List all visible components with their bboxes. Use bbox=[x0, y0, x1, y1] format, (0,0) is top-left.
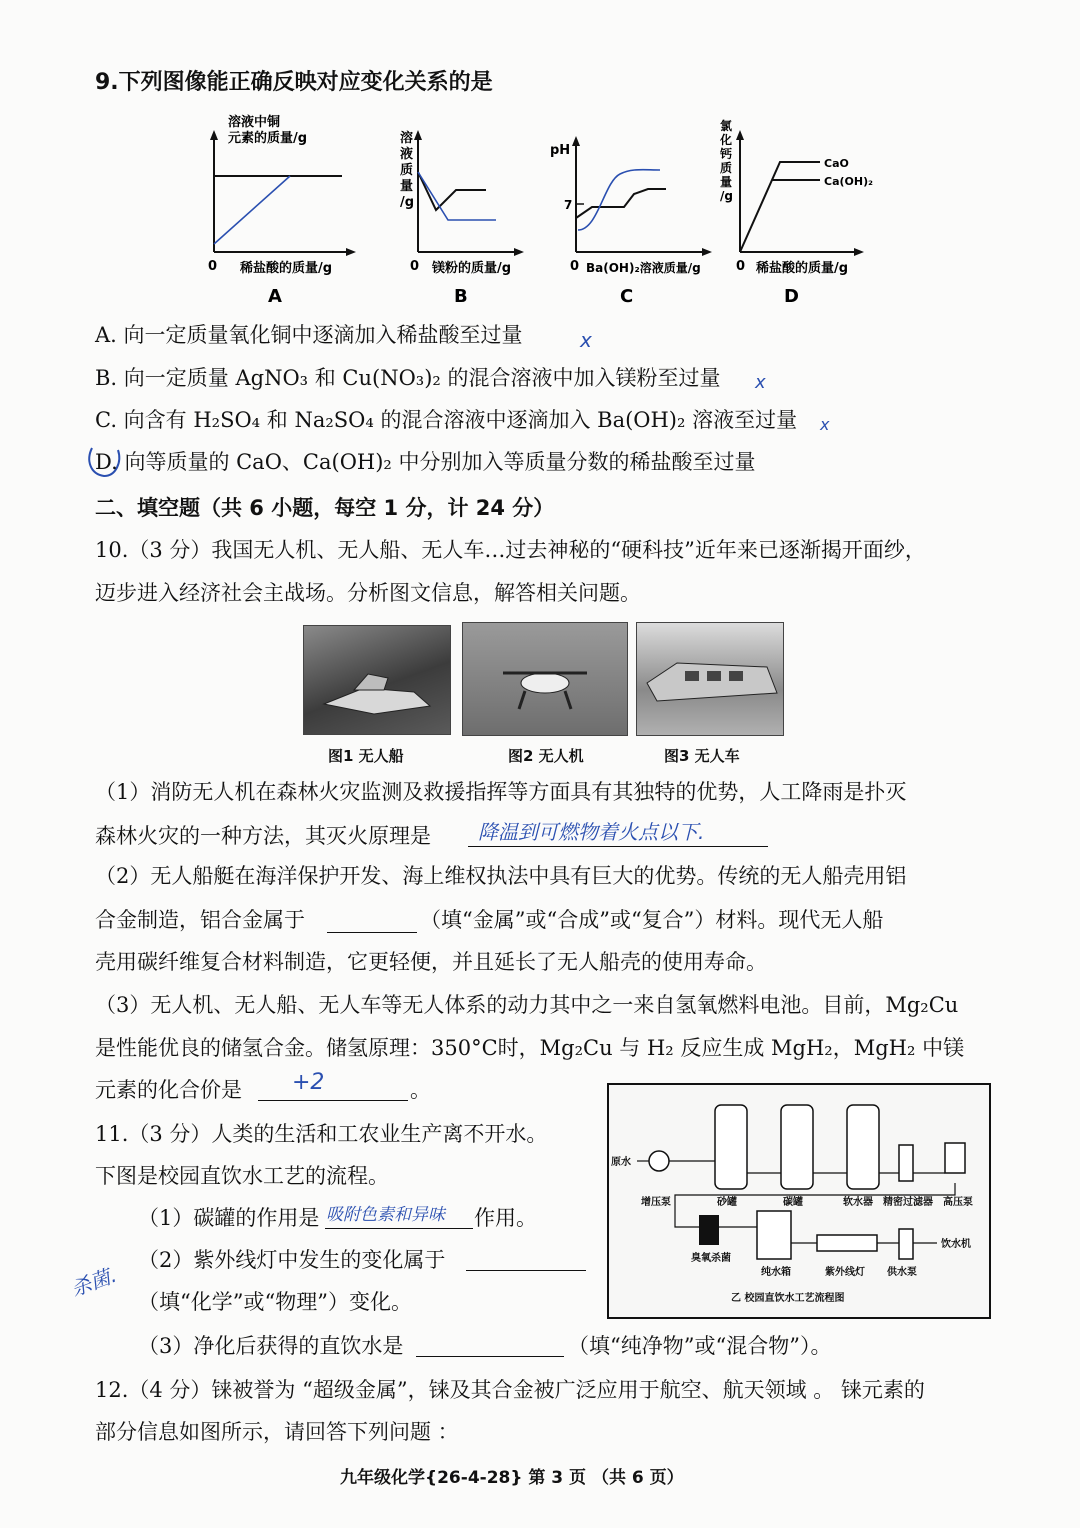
graph-a bbox=[200, 112, 360, 312]
graph-a-letter: A bbox=[268, 286, 282, 307]
q11-blank2[interactable] bbox=[466, 1270, 586, 1271]
q10-p1a: （1）消防无人机在森林火灾监测及救援指挥等方面具有其独特的优势，人工降雨是扑灭 bbox=[95, 780, 907, 804]
graph-c-ylabel: pH bbox=[550, 143, 571, 158]
q12-line2: 部分信息如图所示，请回答下列问题 ： bbox=[95, 1420, 459, 1444]
graph-c-xlabel: Ba(OH)₂溶液质量/g bbox=[586, 261, 701, 275]
diagram-uv: 紫外线灯 bbox=[825, 1267, 865, 1278]
graph-a-xlabel: 稀盐酸的质量/g bbox=[240, 261, 333, 276]
graph-b-origin: 0 bbox=[410, 259, 420, 274]
q12-line1: 12.（4 分）铼被誉为 “超级金属”，铼及其合金被广泛应用于航空、航天领域 。 铼元素的 bbox=[95, 1378, 925, 1402]
q11-p2a: （2）紫外线灯中发生的变化属于 bbox=[138, 1248, 446, 1272]
q11-line2: 下图是校园直饮水工艺的流程。 bbox=[95, 1164, 389, 1188]
water-process-diagram bbox=[607, 1083, 991, 1319]
q11-p2b: （填“化学”或“物理”）变化。 bbox=[138, 1290, 412, 1314]
graph-d-series2: Ca(OH)₂ bbox=[824, 175, 873, 188]
svg-text:氯化钙质量/g: 氯化钙质量/g bbox=[720, 119, 733, 203]
section-title: 二、填空题（共 6 小题，每空 1 分，计 24 分） bbox=[95, 496, 555, 520]
svg-text:溶液质量/g: 溶液质量/g bbox=[400, 131, 415, 210]
q10-p2b1: 合金制造，铝合金属于 bbox=[95, 908, 305, 932]
drone-photo bbox=[462, 622, 628, 736]
q10-blank1[interactable] bbox=[468, 846, 768, 847]
graph-d-origin: 0 bbox=[736, 259, 746, 274]
q11-p1a: （1）碳罐的作用是 bbox=[138, 1206, 320, 1230]
q9-option-a: A. 向一定质量氧化铜中逐滴加入稀盐酸至过量 bbox=[95, 323, 523, 347]
q10-p2c: 壳用碳纤维复合材料制造，它更轻便，并且延长了无人船壳的使用寿命。 bbox=[95, 950, 767, 974]
graph-a-ylabel2: 元素的质量/g bbox=[228, 131, 308, 146]
mark-a: x bbox=[580, 328, 592, 352]
graph-a-ylabel1: 溶液中铜 bbox=[228, 115, 281, 130]
q10-p3c2: 。 bbox=[410, 1078, 431, 1102]
q11-line1: 11.（3 分）人类的生活和工农业生产离不开水。 bbox=[95, 1122, 548, 1146]
diagram-ozone: 臭氧杀菌 bbox=[691, 1253, 731, 1264]
q11-blank1[interactable] bbox=[325, 1228, 473, 1229]
graph-b bbox=[400, 112, 530, 312]
q11-blank3[interactable] bbox=[416, 1356, 564, 1357]
q10-p2a: （2）无人船艇在海洋保护开发、海上维权执法中具有巨大的优势。传统的无人船壳用铝 bbox=[95, 864, 907, 888]
unmanned-car-photo bbox=[636, 622, 784, 736]
q9-option-c: C. 向含有 H₂SO₄ 和 Na₂SO₄ 的混合溶液中逐滴加入 Ba(OH)₂ 溶液至过量 bbox=[95, 408, 798, 432]
q9-option-b: B. 向一定质量 AgNO₃ 和 Cu(NO₃)₂ 的混合溶液中加入镁粉至过量 bbox=[95, 366, 721, 390]
graph-d-letter: D bbox=[784, 286, 799, 307]
q10-p2b2: （填“金属”或“合成”或“复合”）材料。现代无人船 bbox=[420, 908, 884, 932]
q10-answer1: 降温到可燃物着火点以下. bbox=[478, 820, 705, 844]
page-footer: 九年级化学{26-4-28} 第 3 页 （共 6 页） bbox=[340, 1468, 684, 1488]
q9-option-d: D. 向等质量的 CaO、Ca(OH)₂ 中分别加入等质量分数的稀盐酸至过量 bbox=[95, 450, 756, 474]
q11-note: 杀菌. bbox=[67, 1262, 120, 1302]
q10-p3c1: 元素的化合价是 bbox=[95, 1078, 242, 1102]
graph-b-xlabel: 镁粉的质量/g bbox=[432, 261, 512, 276]
diagram-caption: 乙 校园直饮水工艺流程图 bbox=[731, 1293, 845, 1304]
diagram-pure: 纯水箱 bbox=[761, 1267, 791, 1278]
q11-p3b: （填“纯净物”或“混合物”）。 bbox=[568, 1334, 832, 1358]
graph-c bbox=[548, 112, 718, 312]
diagram-supply: 供水泵 bbox=[887, 1267, 917, 1278]
q10-answer3: +2 bbox=[292, 1070, 325, 1095]
diagram-sand: 砂罐 bbox=[717, 1197, 737, 1208]
graph-b-letter: B bbox=[454, 286, 468, 307]
diagram-pump: 增压泵 bbox=[641, 1197, 671, 1208]
q11-answer1: 吸附色素和异味 bbox=[326, 1205, 445, 1225]
graph-c-tick: 7 bbox=[564, 198, 573, 212]
fig2-caption: 图2 无人机 bbox=[508, 747, 584, 765]
q10-line2: 迈步进入经济社会主战场。分析图文信息，解答相关问题。 bbox=[95, 581, 641, 605]
mark-c: x bbox=[820, 415, 830, 434]
graph-d bbox=[718, 112, 878, 312]
q10-p1b: 森林火灾的一种方法，其灭火原理是 bbox=[95, 824, 431, 848]
fig3-caption: 图3 无人车 bbox=[664, 747, 740, 765]
q10-p3b: 是性能优良的储氢合金。储氢原理：350°C时，Mg₂Cu 与 H₂ 反应生成 MgH₂，MgH₂ 中镁 bbox=[95, 1036, 965, 1060]
diagram-filter: 精密过滤器 bbox=[883, 1197, 933, 1208]
q10-line1: 10.（3 分）我国无人机、无人船、无人车…过去神秘的“硬科技”近年来已逐渐揭开面纱， bbox=[95, 538, 926, 562]
graph-c-letter: C bbox=[620, 286, 634, 307]
graph-a-origin: 0 bbox=[208, 259, 218, 274]
q10-blank3[interactable] bbox=[258, 1100, 408, 1101]
q11-p3a: （3）净化后获得的直饮水是 bbox=[138, 1334, 404, 1358]
q10-p3a: （3）无人机、无人船、无人车等无人体系的动力其中之一来自氢氧燃料电池。目前，Mg₂Cu bbox=[95, 993, 959, 1017]
unmanned-boat-photo bbox=[303, 625, 451, 735]
fig1-caption: 图1 无人船 bbox=[328, 747, 404, 765]
diagram-raw: 原水 bbox=[611, 1157, 631, 1168]
mark-b: x bbox=[755, 372, 766, 393]
diagram-carbon: 碳罐 bbox=[783, 1197, 803, 1208]
q10-blank2[interactable] bbox=[327, 932, 417, 933]
graph-c-origin: 0 bbox=[570, 259, 580, 274]
graph-d-series1: CaO bbox=[824, 157, 849, 170]
q11-p1b: 作用。 bbox=[474, 1206, 537, 1230]
diagram-hp: 高压泵 bbox=[943, 1197, 973, 1208]
diagram-out: 饮水机 bbox=[941, 1239, 971, 1250]
diagram-soft: 软水器 bbox=[843, 1197, 873, 1208]
graph-d-xlabel: 稀盐酸的质量/g bbox=[756, 261, 849, 276]
q9-title: 9.下列图像能正确反映对应变化关系的是 bbox=[95, 70, 493, 95]
